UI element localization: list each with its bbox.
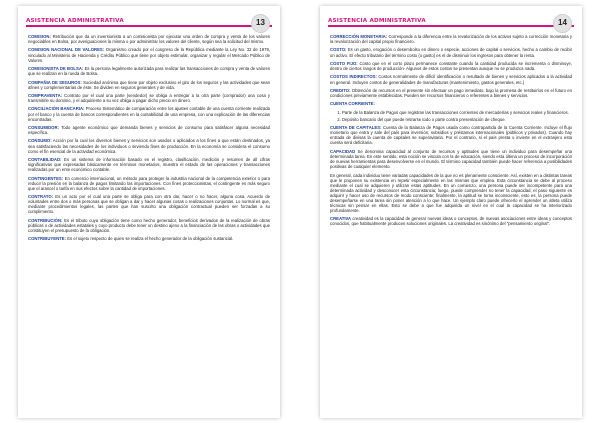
glossary-definition: Cuenta de la Balanza de Pagos usada como contrapartida de la Cuenta Corriente. Incluye el flujo monetario que entra y sale del país para inversión, subsidios y préstamos internacionales (públicos y privados). Cuando hay entrada de divisas la cuenta de capitales se superavitaria. Por el contrario, si el país presta o invierte en el extranjero esta cuenta será deficitaria. bbox=[330, 125, 572, 146]
glossary-definition: Sociedad anónima que tiene por objeto exclusivo el giro de los seguros y las actividades que sean afines y complementarias de éste. Se dividen en seguros generales y de vida. bbox=[28, 79, 270, 90]
glossary-term: CONSUMIDOR: bbox=[28, 125, 59, 130]
page-header bbox=[18, 6, 280, 32]
glossary-term: CONTINGENTES: bbox=[28, 175, 64, 181]
glossary-entry bbox=[330, 61, 572, 71]
glossary-term: CUENTA CORRIENTE: bbox=[330, 101, 375, 107]
glossary-entry bbox=[28, 138, 270, 153]
glossary-entry bbox=[28, 236, 270, 241]
left-page-body bbox=[18, 32, 280, 241]
glossary-entry bbox=[28, 125, 270, 135]
glossary-entry bbox=[28, 157, 270, 172]
glossary-definition: Contrato por el cual una parte (vendedor) se obliga a entregar a la otra parte (comprador) una cosa y transmitirle su dominio, y el adquiriente a su vez obliga a pagar dicho precio en dinero. bbox=[28, 92, 270, 104]
glossary-entry bbox=[28, 176, 270, 191]
glossary-term: CONCILIACIÓN BANCARIA: bbox=[28, 106, 85, 112]
header-title: ASISTENCIA ADMINISTRATIVA bbox=[26, 18, 124, 24]
glossary-definition: creatividad es la capacidad de generar nuevas ideas o conceptos, de nuevas asociaciones entre ideas y conceptos conocidos, que habitualmente producen soluciones originales. La creatividad es sinónimo del "pensamiento original". bbox=[330, 216, 572, 227]
glossary-term: COMISIONISTA DE BOLSA: bbox=[28, 66, 84, 72]
glossary-term: COSTO FIJO: bbox=[330, 60, 358, 66]
header-rule bbox=[26, 25, 272, 27]
glossary-definition: Es la persona legalmente autorizada para realizar las transacciones de compra y venta de valores que se realizan en la rueda de Bolsa. bbox=[28, 66, 271, 77]
glossary-definition: Es el sujeto respecto de quien se realiza el hecho generador de la obligación sustancial. bbox=[66, 236, 234, 242]
header-title: ASISTENCIA ADMINISTRATIVA bbox=[328, 18, 426, 24]
glossary-entry bbox=[330, 34, 572, 44]
glossary-definition: Acción por la cual los diversos bienes y servicios son usados o aplicados a los fines a que están destinados, ya sea satisfaciendo las necesidades de los individuos o sirviendo fines de producción. En la economía se considera el consumo como el fin esencial de la actividad económica. bbox=[28, 138, 270, 154]
glossary-entry bbox=[330, 88, 572, 98]
glossary-definition: En general, cada individuo tiene variadas capacidades de la que no es plenamente consciente. Así, existen en a distintas tareas que le proponen su existencia en repetir especialmente en las mismas que emplea. Esta circunstancia se debe al proceso mediante el cual se adquieren y utilizan estas aptitudes. En un comienzo, una persona puede ser incompetente para una determinada actividad y desconocer esta circunstancia; luego, puede comprender no tener la capacidad, el paso siguiente es adquirir y hacer uso de recursos de modo consciente; finalmente, la aptitud se torna inconsciente, esto es, la persona puede desempeñarse en una tarea sin poner atención a lo que hace. Un ejemplo claro puede ofrecerlo el aprender un atleta utiliza técnicas sin pensar en ellas. Esto se debe a que fue adquirida un nivel en el cual la capacidad se ha interiorizado profundamente. bbox=[330, 172, 572, 213]
glossary-term: COSTOS INDIRECTOS: bbox=[330, 74, 377, 80]
glossary-term: CONTRATO: bbox=[28, 194, 54, 200]
page-number-badge: 13 bbox=[251, 14, 270, 33]
glossary-definition: Es un acto por el cual una parte se obliga para con otra dar, hacer o no hacer, alguna cosa. Acuerdo de voluntades entre dos o más personas que se obligan a dar y hacer algunas cosas o realizaciones conjuntas. Lo normal es que, mediante procedimientos legales, las partes que han suscrito una obligación contractual pueden ser forzadas a su cumplimiento. bbox=[28, 194, 270, 215]
glossary-entry bbox=[330, 101, 572, 106]
glossary-definition: Proceso Sistemático de comparación entre los ajustes contable de una cuenta corriente realizada por el banco y la cuenta de bancos correspondientes en la contabilidad de una empresa, con una explicación de las diferencias encontradas. bbox=[28, 106, 270, 122]
left-page bbox=[18, 6, 280, 418]
glossary-entry bbox=[330, 149, 572, 169]
glossary-definition: Es un gasto, erogación o desembolso en dinero o especie, acciones de capital o servicios, hecho a cambio de recibir un activo. El efecto tributario del término costo (o gasto) es el de disminuir los ingresos para obtener la renta. bbox=[330, 47, 572, 58]
glossary-entry bbox=[330, 74, 572, 84]
glossary-term: COMPRAVENTA: bbox=[28, 92, 63, 98]
page-number-badge: 14 bbox=[553, 14, 572, 33]
glossary-definition: En comercio internacional, un método para proteger la industria nacional de la competencia exterior o para reducir la presión en la balanza de pagos limitando las importaciones. Con fines proteccionistas, el contingente es más seguro que el arancel o tarifa en sus efectos sobre la cantidad de importaciones. bbox=[28, 175, 270, 191]
glossary-entry bbox=[330, 125, 572, 145]
glossary-entry bbox=[28, 218, 270, 233]
glossary-term: CONTRIBUCIÓN: bbox=[28, 217, 63, 223]
glossary-definition: Obtención de recursos en el presente sin efectuar un pago inmediato, bajo la promesa de restituirlos en el futuro en condiciones previamente establecidas. Pueden ser recursos financieros o referentes a bienes y servicios. bbox=[330, 87, 572, 98]
glossary-term: CREATIVA bbox=[330, 216, 352, 222]
glossary-term: CORRECCIÓN MONETARIA: bbox=[330, 34, 388, 39]
page-header bbox=[320, 6, 582, 32]
glossary-entry bbox=[28, 66, 270, 76]
glossary-term: CONSUMO: bbox=[28, 138, 52, 144]
glossary-term: COMPAÑIA DE SEGUROS: bbox=[28, 79, 82, 85]
glossary-term: CAPACIDAD bbox=[330, 148, 356, 154]
glossary-term: COMISION NACIONAL DE VALORES: bbox=[28, 47, 105, 53]
glossary-term: CREDITO: bbox=[330, 87, 351, 93]
right-page bbox=[320, 6, 582, 418]
glossary-entry bbox=[28, 194, 270, 214]
list-item: 1. Parte de la Balanza de Pagos que registran las transacciones corrientes de mercaderías y servicios reales y financieros. bbox=[342, 110, 572, 115]
glossary-definition: Organismo creado por el congreso de la República mediante la Ley No. 32 de 1979, vinculado al Ministerio de Hacienda y Crédito Público que tiene por objeto estimular, organizar y regular el Mercado Público de Valores. bbox=[28, 47, 270, 63]
glossary-entry bbox=[330, 47, 572, 57]
glossary-entry bbox=[28, 80, 270, 90]
glossary-definition: Retribución que da un inversionista a un comisionista por ejecutar una orden de compra y venta de los valores negociables en Bolsa, por averiguaciones la misma o por administrar los valores del cliente, según sea la solicitud del mismo. bbox=[28, 34, 270, 45]
list-item: 2. Depósito bancario del que puede retirarse todo o parte contra presentación de cheque. bbox=[342, 117, 572, 122]
glossary-definition: Es un sistema de información basado en el registro, clasificación, medición y resumen de all cifras significativas que expresadas básicamente en términos monetarios, muestra el estado de las operaciones y transacciones realizadas por un ente económico contable. bbox=[28, 157, 270, 173]
glossary-entry bbox=[330, 216, 572, 226]
glossary-term: COMISION: bbox=[28, 34, 51, 39]
glossary-entry bbox=[28, 34, 270, 44]
glossary-definition: Corresponde a la diferencia entre la revalorización de los activos sujeto a corrección monetaria y la revalorización del capital propio financiero. bbox=[330, 34, 572, 45]
glossary-definition: Costos normalmente de difícil identificación o resultado de bienes y servicios aplicados a la actividad en general. Incluyen costos de generalidades de manufacturas (mantenimiento, gastos generales, etc.) bbox=[330, 74, 572, 85]
glossary-entry bbox=[28, 106, 270, 121]
glossary-term: COSTO: bbox=[330, 47, 347, 53]
glossary-term: CUENTA DE CAPITALES: bbox=[330, 125, 382, 131]
glossary-definition: Es el tributo cuya obligación tiene como hecho generador, beneficios derivados de la realización de obras públicas o de actividades estatales y cuyo producto debe tener un destino ajeno a la financiación de las obras o actividades que constituyen el presupuesto de la obligación. bbox=[28, 217, 270, 233]
glossary-entry bbox=[330, 173, 572, 213]
glossary-entry bbox=[28, 47, 270, 62]
definition-list bbox=[330, 110, 572, 122]
glossary-term: CONTABILIDAD: bbox=[28, 157, 62, 163]
right-page-body bbox=[320, 32, 582, 226]
glossary-entry bbox=[28, 93, 270, 103]
glossary-definition: Se denomina capacidad al conjunto de recursos y aptitudes que tiene un individuo para desempeñar una determinada tarea. En este sentido, esta noción se vincula con la de educación, siendo esta última un proceso de incorporación de nuevas herramientas para desenvolverse en el mundo. El término capacidad también puede hacer referencia a posibilidades positivas de cualquier elemento. bbox=[330, 148, 572, 170]
header-rule bbox=[328, 25, 574, 27]
glossary-definition: Costo que en el corto plazo permanece constante cuando la cantidad producida se incrementa o disminuye, dentro de ciertos rangos de producción- Algunos de estos costos se presentan aunque no se produzca nada. bbox=[330, 60, 572, 72]
glossary-term: CONTRIBUYENTE: bbox=[28, 236, 67, 242]
glossary-definition: Todo agente económico que demanda bienes y servicios de consumo para satisfacer alguna necesidad específica. bbox=[28, 125, 270, 136]
